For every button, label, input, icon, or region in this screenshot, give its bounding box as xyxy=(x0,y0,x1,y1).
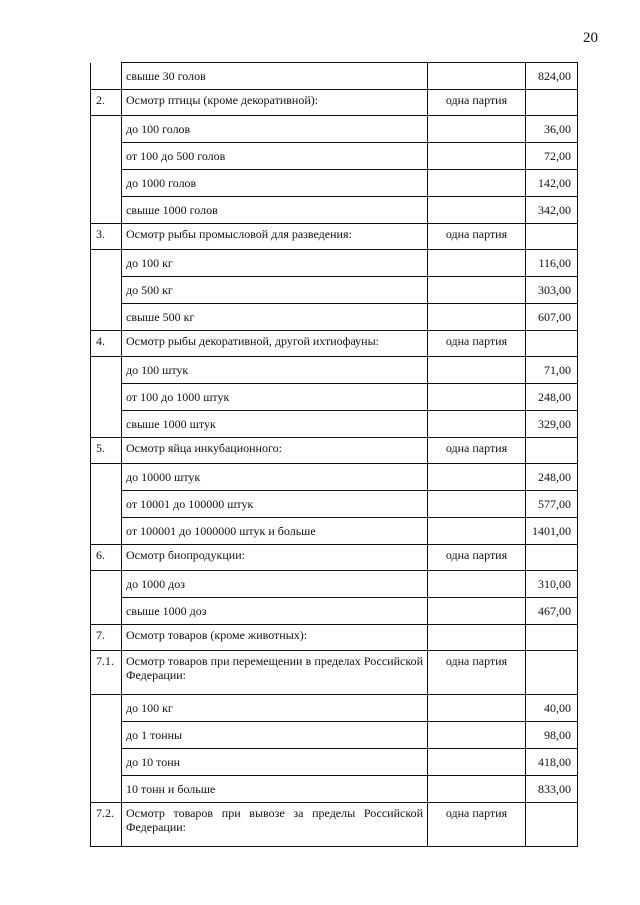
row-price: 142,00 xyxy=(526,170,578,197)
row-unit xyxy=(428,277,526,304)
page-number: 20 xyxy=(583,30,598,46)
row-number xyxy=(91,518,122,545)
item-row xyxy=(91,722,578,749)
row-description: до 10 тонн xyxy=(122,749,428,776)
item-row xyxy=(91,304,578,331)
row-unit xyxy=(428,116,526,143)
row-number xyxy=(91,116,122,143)
item-row xyxy=(91,571,578,598)
row-description: до 100 кг xyxy=(122,250,428,277)
row-number xyxy=(91,170,122,197)
row-number xyxy=(91,357,122,384)
row-number: 7. xyxy=(91,625,122,651)
item-row xyxy=(91,598,578,625)
row-number xyxy=(91,304,122,331)
row-number xyxy=(91,776,122,803)
row-unit xyxy=(428,776,526,803)
row-price: 342,00 xyxy=(526,197,578,224)
row-unit: одна партия xyxy=(428,438,526,464)
row-price: 36,00 xyxy=(526,116,578,143)
row-price xyxy=(526,90,578,116)
row-description: до 10000 штук xyxy=(122,464,428,491)
row-description: до 1 тонны xyxy=(122,722,428,749)
row-price: 303,00 xyxy=(526,277,578,304)
section-row xyxy=(91,224,578,250)
row-price: 467,00 xyxy=(526,598,578,625)
row-number xyxy=(91,722,122,749)
section-row xyxy=(91,545,578,571)
item-row xyxy=(91,277,578,304)
row-description: свыше 30 голов xyxy=(122,63,428,90)
row-number: 7.2. xyxy=(91,803,122,847)
row-unit xyxy=(428,411,526,438)
item-row xyxy=(91,411,578,438)
row-unit xyxy=(428,722,526,749)
section-row xyxy=(91,803,578,847)
row-number xyxy=(91,491,122,518)
row-price: 72,00 xyxy=(526,143,578,170)
row-unit xyxy=(428,518,526,545)
row-price xyxy=(526,625,578,651)
row-unit xyxy=(428,695,526,722)
row-number xyxy=(91,598,122,625)
row-price: 116,00 xyxy=(526,250,578,277)
row-number: 4. xyxy=(91,331,122,357)
row-description: до 100 голов xyxy=(122,116,428,143)
row-description: от 100 до 500 голов xyxy=(122,143,428,170)
row-price xyxy=(526,438,578,464)
section-row xyxy=(91,90,578,116)
row-description: Осмотр товаров (кроме животных): xyxy=(122,625,428,651)
item-row xyxy=(91,170,578,197)
item-row xyxy=(91,197,578,224)
row-number: 6. xyxy=(91,545,122,571)
row-description: свыше 1000 штук xyxy=(122,411,428,438)
row-description: от 100001 до 1000000 штук и больше xyxy=(122,518,428,545)
row-description: Осмотр яйца инкубационного: xyxy=(122,438,428,464)
row-number xyxy=(91,143,122,170)
row-description: свыше 500 кг xyxy=(122,304,428,331)
item-row xyxy=(91,116,578,143)
row-number xyxy=(91,571,122,598)
row-description: до 100 штук xyxy=(122,357,428,384)
item-row xyxy=(91,749,578,776)
row-unit xyxy=(428,598,526,625)
item-row xyxy=(91,384,578,411)
row-unit: одна партия xyxy=(428,651,526,695)
row-unit xyxy=(428,749,526,776)
row-number: 3. xyxy=(91,224,122,250)
row-price: 824,00 xyxy=(526,63,578,90)
row-unit xyxy=(428,357,526,384)
row-unit xyxy=(428,491,526,518)
row-price: 418,00 xyxy=(526,749,578,776)
row-unit: одна партия xyxy=(428,803,526,847)
row-description: Осмотр птицы (кроме декоративной): xyxy=(122,90,428,116)
row-description: до 1000 голов xyxy=(122,170,428,197)
row-description: до 1000 доз xyxy=(122,571,428,598)
row-price xyxy=(526,651,578,695)
row-price xyxy=(526,803,578,847)
row-description: Осмотр биопродукции: xyxy=(122,545,428,571)
row-unit xyxy=(428,571,526,598)
row-price xyxy=(526,545,578,571)
item-row xyxy=(91,491,578,518)
item-row xyxy=(91,695,578,722)
row-number xyxy=(91,464,122,491)
row-unit: одна партия xyxy=(428,545,526,571)
row-price xyxy=(526,331,578,357)
row-number xyxy=(91,250,122,277)
row-number xyxy=(91,695,122,722)
row-number: 5. xyxy=(91,438,122,464)
row-number xyxy=(91,197,122,224)
row-price: 607,00 xyxy=(526,304,578,331)
row-price: 577,00 xyxy=(526,491,578,518)
item-row xyxy=(91,518,578,545)
row-description: до 500 кг xyxy=(122,277,428,304)
row-description: Осмотр рыбы промысловой для разведения: xyxy=(122,224,428,250)
row-number xyxy=(91,63,122,90)
row-unit xyxy=(428,625,526,651)
section-row xyxy=(91,651,578,695)
row-unit: одна партия xyxy=(428,90,526,116)
row-description: 10 тонн и больше xyxy=(122,776,428,803)
row-price: 248,00 xyxy=(526,464,578,491)
row-unit xyxy=(428,384,526,411)
row-price: 310,00 xyxy=(526,571,578,598)
row-price: 329,00 xyxy=(526,411,578,438)
section-row xyxy=(91,625,578,651)
row-unit: одна партия xyxy=(428,224,526,250)
item-row xyxy=(91,776,578,803)
row-number xyxy=(91,411,122,438)
row-description: до 100 кг xyxy=(122,695,428,722)
row-unit: одна партия xyxy=(428,331,526,357)
row-unit xyxy=(428,170,526,197)
row-description: от 10001 до 100000 штук xyxy=(122,491,428,518)
item-row xyxy=(91,357,578,384)
fee-table xyxy=(90,62,578,847)
row-number xyxy=(91,749,122,776)
row-price: 71,00 xyxy=(526,357,578,384)
row-description: Осмотр товаров при перемещении в пределах Российской Федерации: xyxy=(122,651,428,695)
row-unit xyxy=(428,304,526,331)
row-price: 1401,00 xyxy=(526,518,578,545)
row-description: от 100 до 1000 штук xyxy=(122,384,428,411)
row-number xyxy=(91,384,122,411)
section-row xyxy=(91,331,578,357)
row-price: 248,00 xyxy=(526,384,578,411)
row-number: 7.1. xyxy=(91,651,122,695)
row-description: свыше 1000 голов xyxy=(122,197,428,224)
item-row xyxy=(91,250,578,277)
row-price: 40,00 xyxy=(526,695,578,722)
row-description: Осмотр рыбы декоративной, другой ихтиофауны: xyxy=(122,331,428,357)
row-description: Осмотр товаров при вывозе за пределы Российской Федерации: xyxy=(122,803,428,847)
item-row xyxy=(91,143,578,170)
row-number: 2. xyxy=(91,90,122,116)
row-number xyxy=(91,277,122,304)
row-unit xyxy=(428,464,526,491)
row-price xyxy=(526,224,578,250)
row-unit xyxy=(428,197,526,224)
section-row xyxy=(91,438,578,464)
row-price: 98,00 xyxy=(526,722,578,749)
row-unit xyxy=(428,143,526,170)
row-unit xyxy=(428,250,526,277)
row-price: 833,00 xyxy=(526,776,578,803)
row-unit xyxy=(428,63,526,90)
item-row xyxy=(91,63,578,90)
item-row xyxy=(91,464,578,491)
row-description: свыше 1000 доз xyxy=(122,598,428,625)
